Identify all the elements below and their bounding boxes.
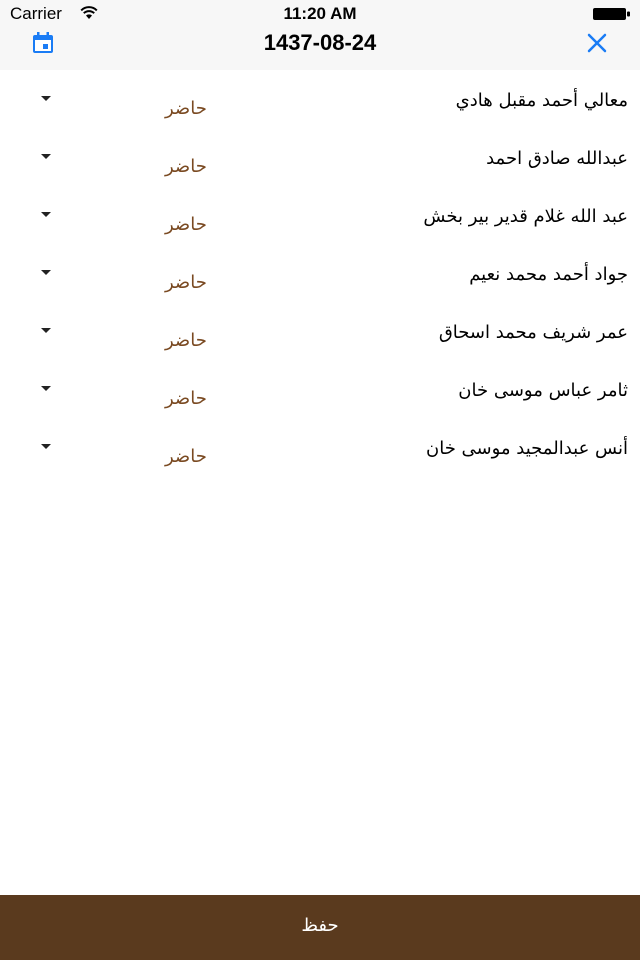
attendance-status[interactable]: حاضر [165,214,207,235]
battery-icon [592,6,632,22]
dropdown-arrow-icon[interactable] [40,150,52,162]
attendance-status[interactable]: حاضر [165,156,207,177]
dropdown-arrow-icon[interactable] [40,92,52,104]
attendance-list [0,70,640,476]
close-icon[interactable] [584,30,610,56]
list-item[interactable] [0,128,640,186]
dropdown-arrow-icon[interactable] [40,324,52,336]
list-item[interactable] [0,302,640,360]
list-item[interactable] [0,360,640,418]
list-item[interactable] [0,244,640,302]
save-button[interactable] [0,895,640,960]
dropdown-arrow-icon[interactable] [40,382,52,394]
student-name: جواد أحمد محمد نعيم [469,264,628,285]
attendance-status[interactable]: حاضر [165,388,207,409]
dropdown-arrow-icon[interactable] [40,208,52,220]
student-name: ثامر عباس موسى خان [458,380,628,401]
status-bar [0,0,640,28]
student-name: عمر شريف محمد اسحاق [438,322,628,343]
student-name: عبدالله صادق احمد [486,148,628,169]
student-name: عبد الله غلام قدير بير بخش [423,206,628,227]
student-name: معالي أحمد مقبل هادي [455,90,628,111]
attendance-status[interactable]: حاضر [165,446,207,467]
dropdown-arrow-icon[interactable] [40,266,52,278]
attendance-status[interactable]: حاضر [165,330,207,351]
list-item[interactable] [0,186,640,244]
attendance-status[interactable]: حاضر [165,98,207,119]
dropdown-arrow-icon[interactable] [40,440,52,452]
attendance-status[interactable]: حاضر [165,272,207,293]
list-item[interactable] [0,418,640,476]
carrier-label: Carrier [10,4,62,23]
status-time: 11:20 AM [283,4,357,23]
navigation-bar [0,28,640,70]
list-item[interactable] [0,70,640,128]
page-title: 1437-08-24 [263,30,377,55]
student-name: أنس عبدالمجيد موسى خان [426,438,628,459]
save-button-label: حفظ [301,915,339,936]
